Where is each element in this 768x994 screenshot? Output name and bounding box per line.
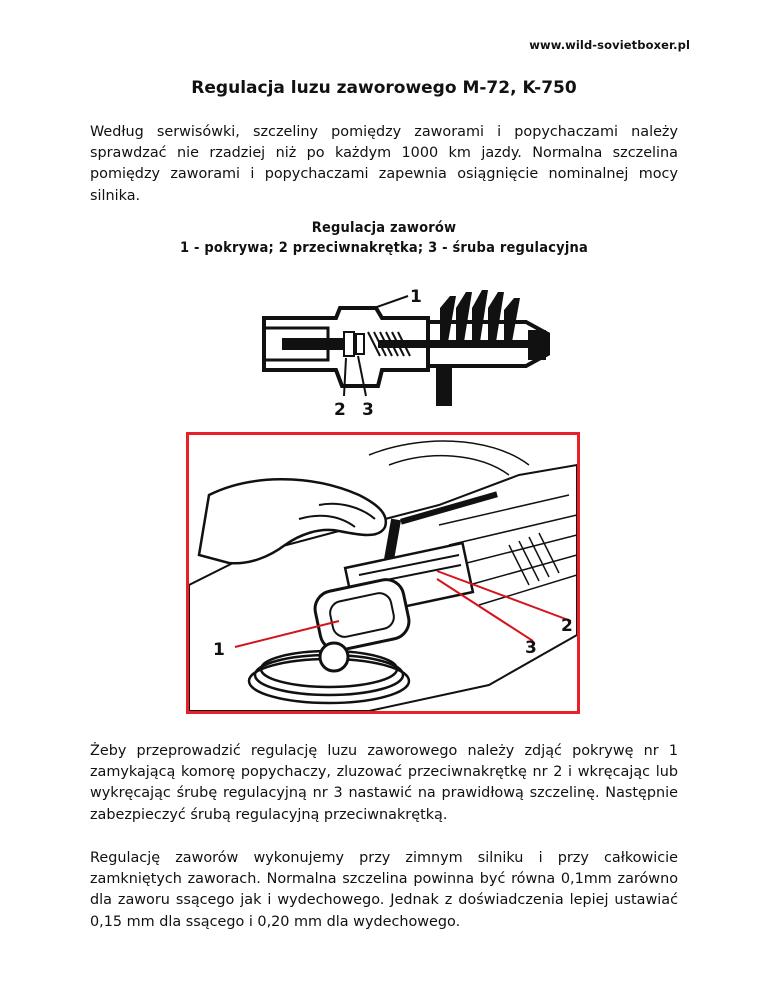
valve-adjustment-illustration <box>186 432 580 714</box>
clearance-note-paragraph: Regulację zaworów wykonujemy przy zimnym silniku i przy całkowicie zamkniętych zaworach. Normalna szczelina powinna być równa 0,1mm zarówno dla zaworu ssącego jak i wydechowego. Jednak z doświadczenia lepiej ustawiać 0,15 mm dla ssącego i 0,20 mm dla wydechowego. <box>90 850 678 930</box>
site-url: www.wild-sovietboxer.pl <box>529 38 690 52</box>
instructions-paragraph: Żeby przeprowadzić regulację luzu zaworowego należy zdjąć pokrywę nr 1 zamykającą komorę popychaczy, zluzować przeciwnakrętkę nr 2 i wkręcając lub wykręcając śrubę regulacyjną nr 3 nastawić na prawidłową szczelinę. Następnie zabezpieczyć śrubą regulacyjną przeciwnakrętką. <box>90 743 678 823</box>
photo-label-3: 3 <box>525 638 537 658</box>
diagram-label-3: 3 <box>362 400 374 420</box>
figure-caption <box>0 218 768 258</box>
photo-label-1: 1 <box>213 640 225 660</box>
intro-paragraph: Według serwisówki, szczeliny pomiędzy zaworami i popychaczami należy sprawdzać nie rzadziej niż po każdym 1000 km jazdy. Normalna szczelina pomiędzy zaworami i popychaczami zapewnia osiągnięcie nominalnej mocy silnika. <box>90 124 678 204</box>
page-title: Regulacja luzu zaworowego M-72, K-750 <box>191 78 577 98</box>
diagram-label-1: 1 <box>410 287 422 307</box>
valve-cross-section-diagram <box>258 282 558 422</box>
figure-caption-title: Regulacja zaworów <box>311 220 457 236</box>
figure-caption-legend: 1 - pokrywa; 2 przeciwnakrętka; 3 - śruba regulacyjna <box>180 240 588 256</box>
diagram-label-2: 2 <box>334 400 346 420</box>
photo-label-2: 2 <box>561 616 573 636</box>
